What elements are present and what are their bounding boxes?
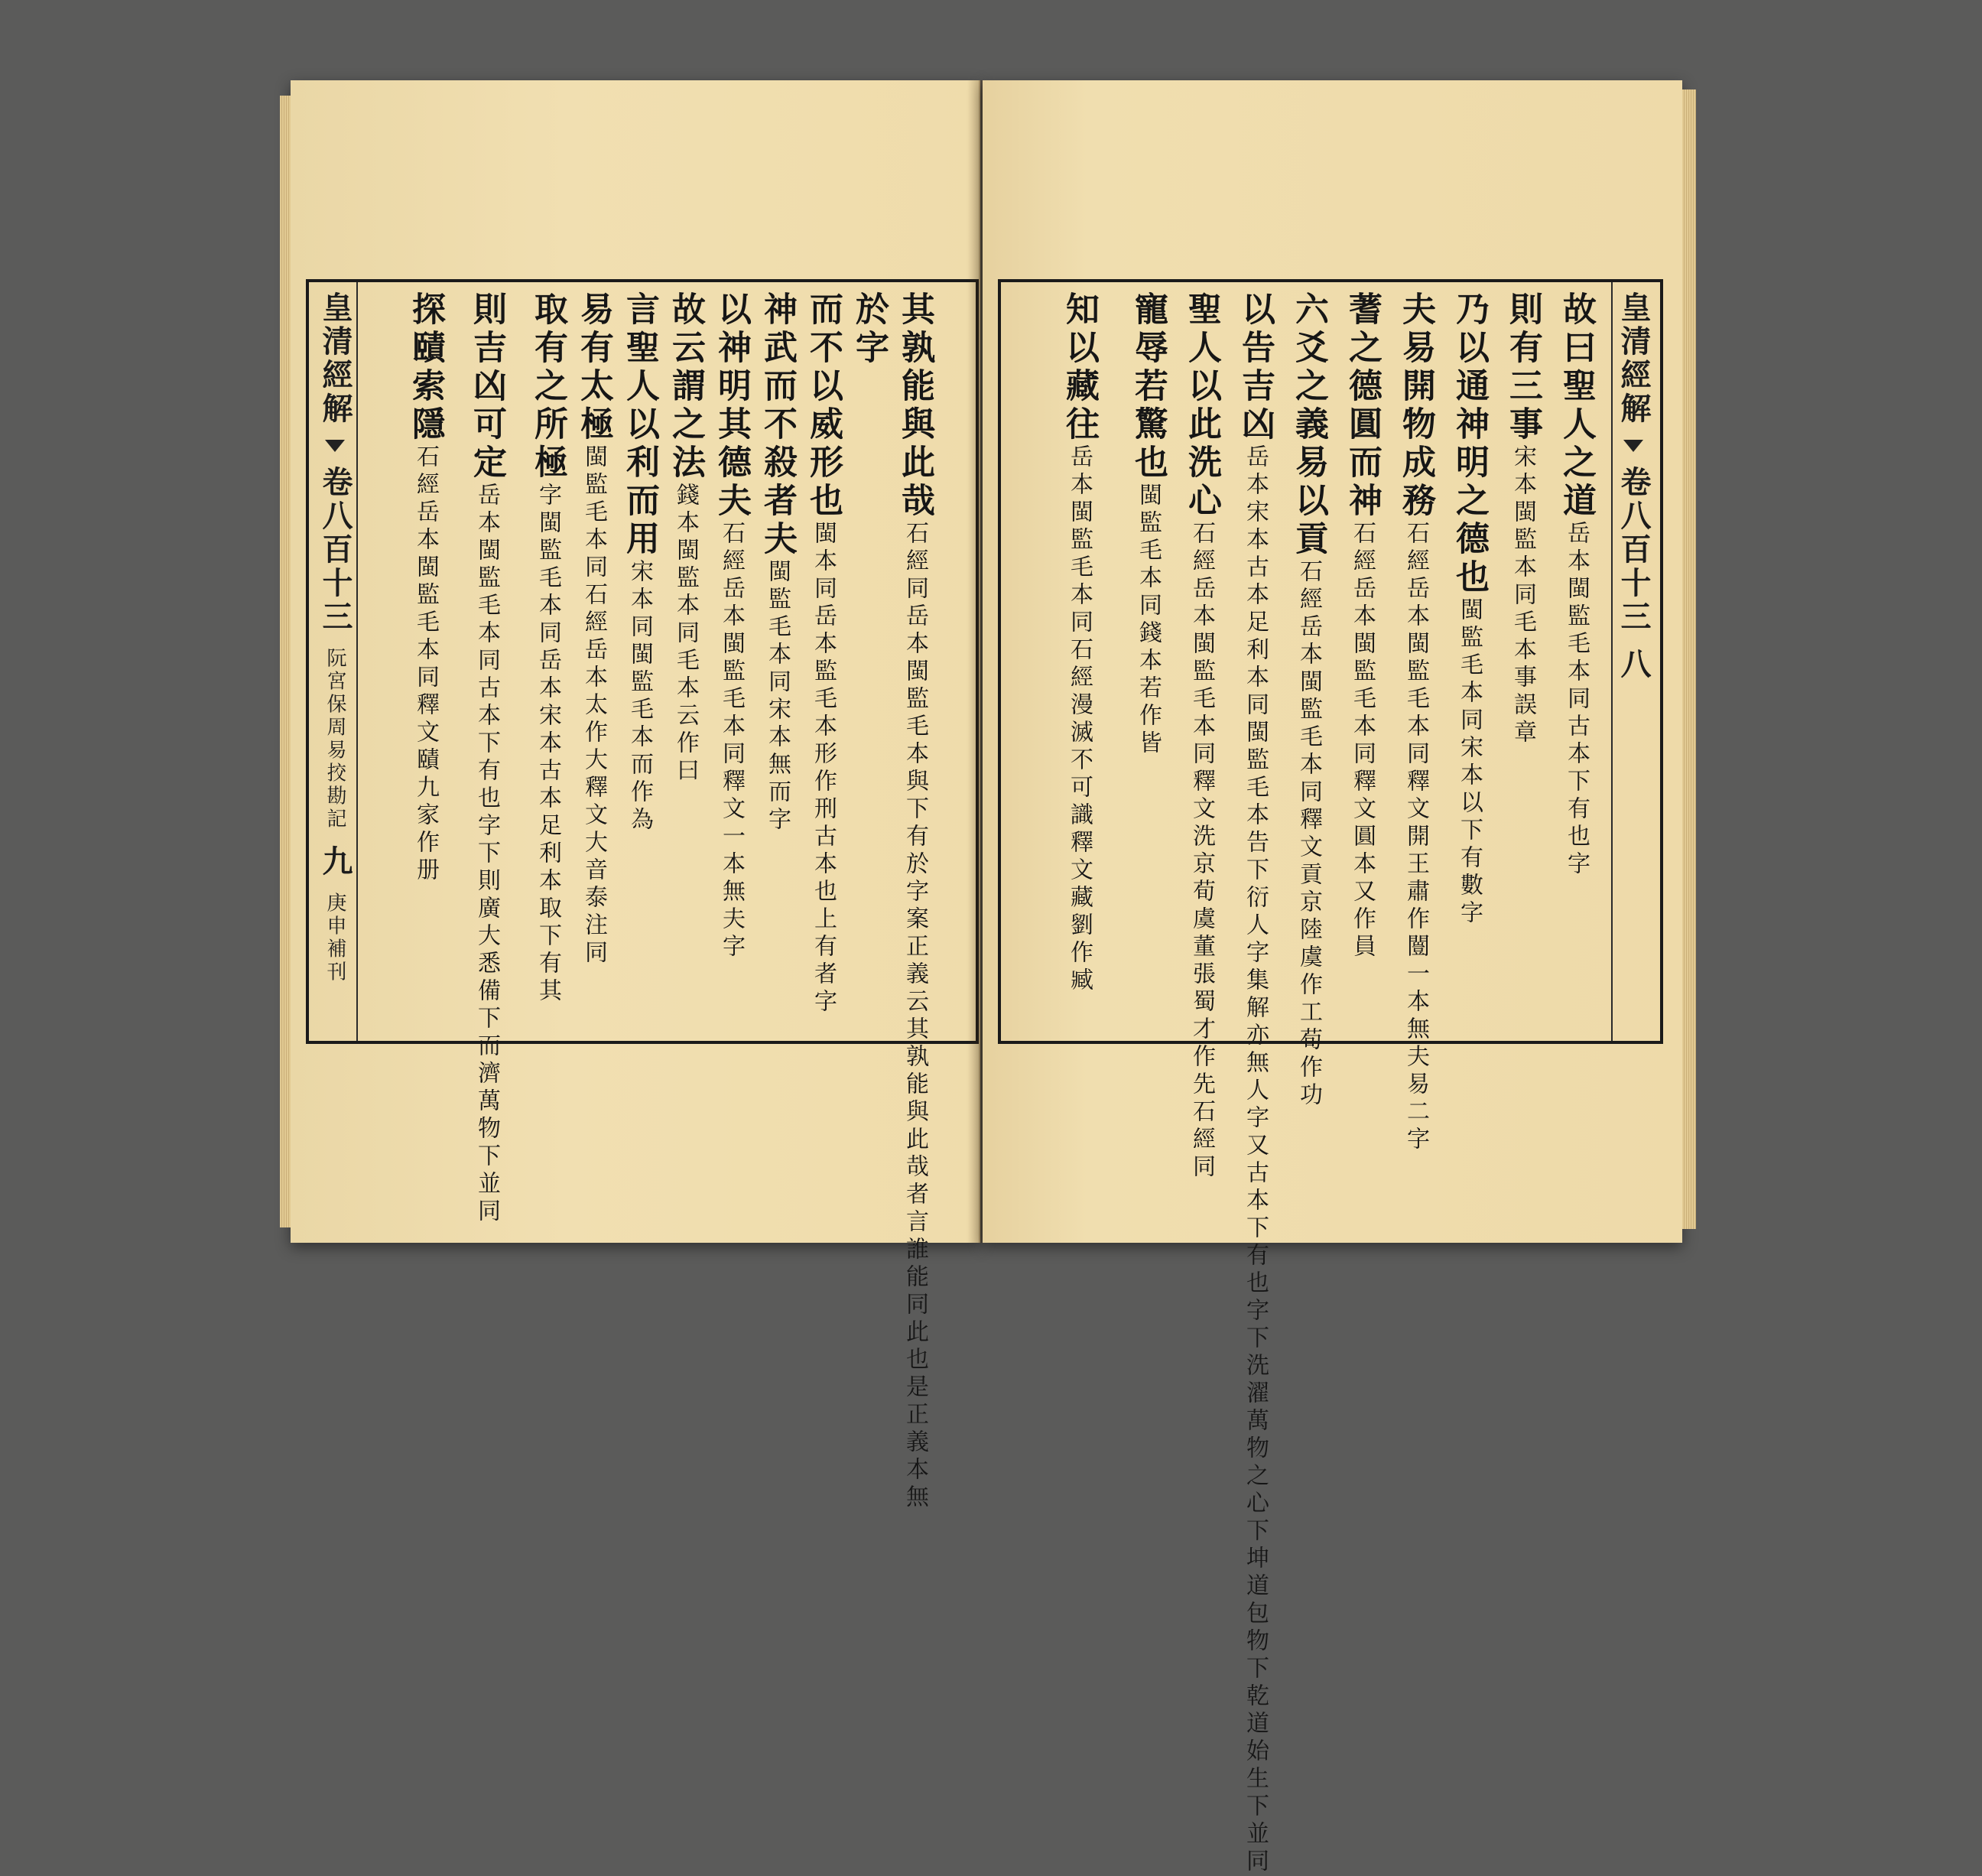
- text-column: [615, 291, 664, 1032]
- column-note-text: 石經岳本閩監毛本同釋文一本無夫字: [718, 521, 745, 961]
- column-note-text: 閩本同岳本監毛本形作刑古本也上有者字: [810, 521, 837, 1016]
- right-margin-column: [1612, 291, 1655, 1032]
- text-column: [1054, 291, 1103, 1032]
- text-column: [1230, 291, 1279, 1876]
- text-column: [1391, 291, 1440, 1154]
- text-column: [1551, 291, 1600, 1032]
- text-column: [1444, 291, 1493, 1032]
- left-margin-subtitle: 阮宮保周易挍勘記: [323, 647, 346, 831]
- column-note-text: 石經岳本閩監毛本同釋文圓本又作員: [1349, 521, 1376, 961]
- text-column: [1337, 291, 1386, 1032]
- fishtail-mark: [325, 440, 345, 452]
- column-main-text: 探賾索隱: [406, 291, 445, 444]
- text-column: [798, 291, 847, 1032]
- text-column: [890, 291, 939, 1512]
- page-edges-left: [280, 96, 291, 1227]
- page-edges-right: [1682, 89, 1696, 1229]
- left-margin-column: [314, 291, 357, 1032]
- column-note-text: 石經岳本閩監毛本同釋文洗京荀虞董張蜀才作先石經同: [1188, 521, 1215, 1182]
- column-main-text: 以神明其德夫: [712, 291, 751, 521]
- left-margin-title: 皇清經解: [317, 291, 353, 426]
- column-main-text: 易有太極: [574, 291, 613, 444]
- left-text-frame: [306, 279, 979, 1512]
- right-margin-title: 皇清經解: [1616, 291, 1652, 426]
- column-note-text: 閩監毛本同石經岳本太作大釋文大音泰注同: [580, 444, 607, 967]
- column-note-text: 閩監毛本同宋本無而字: [764, 559, 791, 834]
- text-column: [1177, 291, 1226, 1182]
- text-column: [1284, 291, 1333, 1110]
- column-note-text: 石經岳本閩監毛本同釋文貢京陸虞作工荀作功: [1295, 559, 1322, 1110]
- column-note-text: 閩監毛本同宋本以下有數字: [1456, 597, 1483, 928]
- column-main-text: 六爻之義易以貢: [1289, 291, 1328, 559]
- text-column: [707, 291, 755, 1032]
- column-main-text: 寵辱若驚也: [1129, 291, 1168, 483]
- column-note-text: 石經同岳本閩監毛本與下有於字案正義云其孰能與此哉者言誰能同此也是正義本無: [902, 521, 928, 1512]
- column-note-text: 石經岳本閩監毛本同釋文賾九家作册: [412, 444, 439, 885]
- text-column: [844, 291, 893, 1032]
- column-main-text: 取有之所極: [528, 291, 567, 483]
- right-margin-page-number: 八: [1616, 647, 1652, 681]
- column-main-text: 神武而不殺者夫: [758, 291, 797, 559]
- right-text-frame: [998, 279, 1663, 1876]
- column-note-text: 宋本同閩監毛本而作為: [626, 559, 653, 834]
- column-main-text: 以告吉凶: [1236, 291, 1275, 444]
- column-main-text: 言聖人以利而用: [620, 291, 659, 559]
- column-main-text: 而不以威形也: [804, 291, 843, 521]
- left-page: [291, 80, 980, 1512]
- text-column: [401, 291, 450, 1032]
- column-note-text: 石經岳本閩監毛本同釋文開王肅作闓一本無夫易二字: [1402, 521, 1429, 1154]
- left-margin-page-number: 九: [317, 844, 353, 879]
- column-main-text: 聖人以此洗心: [1182, 291, 1221, 521]
- left-margin-reprint-note: 庚申補刊: [323, 892, 346, 984]
- column-rule: [356, 282, 358, 1041]
- text-column: [1123, 291, 1172, 1032]
- column-rule: [1611, 282, 1613, 1041]
- column-main-text: 於字: [850, 291, 889, 368]
- column-main-text: 則吉凶可定: [467, 291, 506, 483]
- fishtail-mark: [1623, 440, 1643, 452]
- text-column: [462, 291, 511, 1226]
- right-margin-volume: 卷八百十三: [1616, 465, 1652, 634]
- text-column: [752, 291, 801, 1032]
- column-main-text: 知以藏往: [1060, 291, 1099, 444]
- column-note-text: 岳本閩監毛本同古本下有也字下則廣大悉備下而濟萬物下並同: [473, 483, 500, 1226]
- column-note-text: 錢本閩監本同毛本云作曰: [672, 483, 699, 785]
- column-main-text: 夫易開物成務: [1396, 291, 1435, 521]
- text-column: [661, 291, 710, 1032]
- column-main-text: 則有三事: [1503, 291, 1542, 444]
- left-margin-volume: 卷八百十三: [317, 465, 353, 634]
- column-main-text: 故曰聖人之道: [1557, 291, 1596, 521]
- column-main-text: 其孰能與此哉: [895, 291, 934, 521]
- column-main-text: 故云謂之法: [666, 291, 705, 483]
- column-main-text: 乃以通神明之德也: [1450, 291, 1489, 597]
- text-column: [523, 291, 572, 1032]
- text-column: [569, 291, 618, 1032]
- column-note-text: 岳本閩監毛本同古本下有也字: [1563, 521, 1590, 879]
- column-note-text: 岳本閩監毛本同石經漫滅不可識釋文藏劉作臧: [1066, 444, 1093, 995]
- text-column: [1498, 291, 1547, 1032]
- column-main-text: 蓍之德圓而神: [1343, 291, 1382, 521]
- column-note-text: 字閩監毛本同岳本宋本古本足利本取下有其: [534, 483, 561, 1006]
- column-note-text: 岳本宋本古本足利本同閩監毛本告下衍人字集解亦無人字又古本下有也字下洗濯萬物之心下坤道包物下乾道始生下並同: [1242, 444, 1269, 1876]
- column-note-text: 閩監毛本同錢本若作皆: [1135, 483, 1162, 758]
- column-note-text: 宋本閩監本同毛本事誤章: [1509, 444, 1536, 747]
- open-book: [291, 80, 1682, 1876]
